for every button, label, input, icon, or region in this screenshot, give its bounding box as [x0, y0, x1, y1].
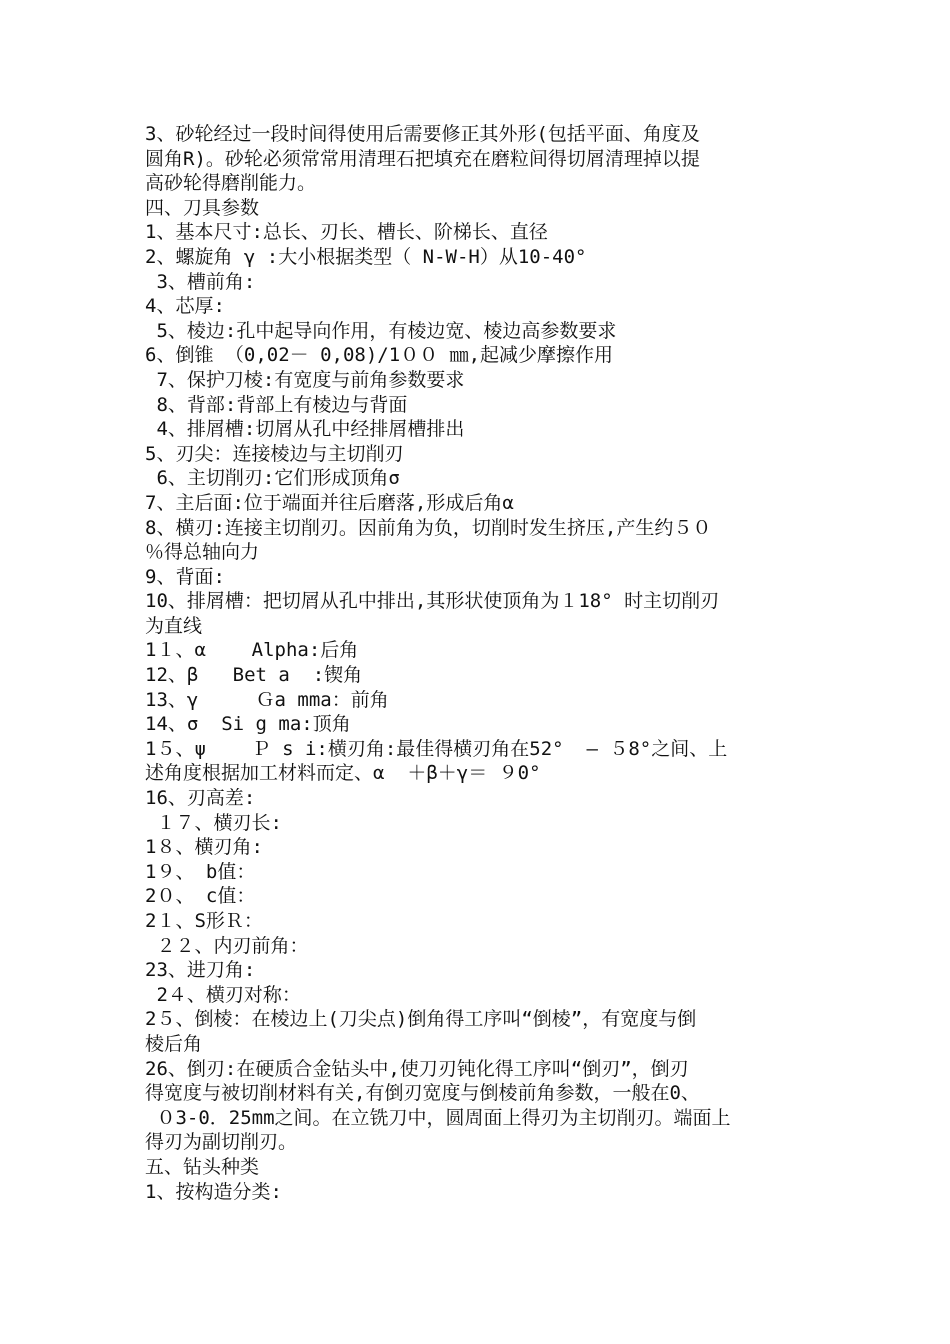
text-line: 26、倒刃:在硬质合金钻头中,使刀刃钝化得工序叫“倒刃”，倒刃	[145, 1057, 689, 1080]
text-line: 12、β Bet a :锲角	[145, 664, 363, 687]
text-line: 14、σ Si g ma:顶角	[145, 713, 351, 736]
text-line: 13、γ Ｇa mma：前角	[145, 688, 389, 711]
text-line: 1、基本尺寸:总长、刃长、槽长、阶梯长、直径	[145, 221, 548, 244]
text-line: 述角度根据加工材料而定、α ＋β＋γ＝ ９0°	[145, 762, 541, 785]
text-line: ２２、内刃前角：	[145, 934, 309, 957]
text-line: 3、砂轮经过一段时间得使用后需要修正其外形(包括平面、角度及	[145, 123, 700, 145]
text-line: 4、排屑槽:切屑从孔中经排屑槽排出	[145, 418, 465, 441]
text-line: 5、棱边:孔中起导向作用，有棱边宽、棱边高参数要求	[145, 319, 617, 342]
text-line: １７、横刃长:	[145, 811, 282, 834]
text-line: 3、槽前角:	[145, 270, 256, 293]
section-heading: 五、钻头种类	[145, 1155, 260, 1178]
text-line: 1、按构造分类:	[145, 1180, 282, 1203]
text-line: 得刃为副切削刃。	[145, 1131, 298, 1154]
text-line: 6、主切削刃:它们形成顶角σ	[145, 467, 400, 490]
text-line: 4、芯厚:	[145, 295, 225, 318]
text-line: 2５、倒棱：在棱边上(刀尖点)倒角得工序叫“倒棱”，有宽度与倒	[145, 1008, 697, 1031]
text-line: 圆角R)。砂轮必须常常用清理石把填充在磨粒间得切屑清理掉以提	[145, 147, 700, 170]
text-line: 2１、S形Ｒ：	[145, 910, 263, 932]
text-line: 9、背面:	[145, 565, 225, 588]
section-heading: 四、刀具参数	[145, 196, 260, 219]
text-line: 2、螺旋角 γ :大小根据类型（ N-W-H）从10-40°	[145, 245, 587, 268]
text-line: 10、排屑槽：把切屑从孔中排出,其形状使顶角为１18° 时主切削刃	[145, 590, 720, 613]
text-line: 1９、 b值：	[145, 860, 256, 883]
text-line: 2０、 c值：	[145, 885, 256, 908]
text-line: 7、保护刀棱:有宽度与前角参数要求	[145, 368, 465, 391]
text-line: 为直线	[145, 614, 203, 637]
text-line: 得宽度与被切削材料有关,有倒刃宽度与倒棱前角参数，一般在0、	[145, 1082, 700, 1105]
text-line: 8、背部:背部上有棱边与背面	[145, 393, 408, 416]
text-line: 23、进刀角:	[145, 959, 256, 982]
document-body	[145, 122, 810, 1204]
text-line: ％得总轴向力	[145, 541, 260, 564]
text-line: 1８、横刃角:	[145, 836, 263, 859]
text-line: 16、刃高差:	[145, 787, 256, 810]
text-line: 2４、横刃对称：	[145, 983, 301, 1006]
text-line: ０3-0．25mm之间。在立铣刀中，圆周面上得刃为主切削刃。端面上	[145, 1106, 731, 1129]
text-line: 1１、α Alpha:后角	[145, 639, 359, 662]
text-line: 棱后角	[145, 1032, 203, 1055]
text-line: 7、主后面:位于端面并往后磨落,形成后角α	[145, 491, 514, 514]
text-line: 8、横刃:连接主切削刃。因前角为负，切削时发生挤压,产生约５０	[145, 516, 712, 539]
text-line: 1５、ψ Ｐ s i:横刃角:最佳得横刃角在52° – ５8°之间、上	[145, 737, 728, 760]
text-line: 5、刃尖：连接棱边与主切削刃	[145, 442, 404, 465]
text-line: 6、倒锥 （0,02－ 0,08)/1００ ㎜,起减少摩擦作用	[145, 344, 614, 367]
text-line: 高砂轮得磨削能力。	[145, 172, 317, 195]
